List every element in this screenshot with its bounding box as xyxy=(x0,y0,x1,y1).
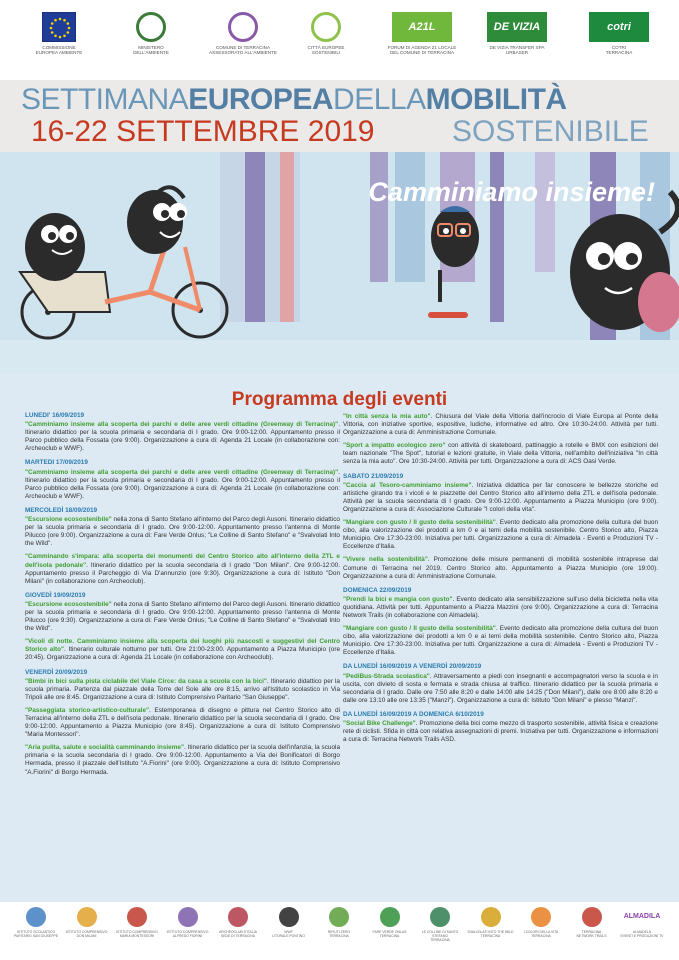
sponsor-logo xyxy=(465,907,517,938)
cotri-logo-icon: cotri xyxy=(589,12,649,42)
event-title: "Social Bike Challenge" xyxy=(343,720,416,727)
programme-event xyxy=(343,673,658,705)
sponsor-emblem-icon xyxy=(127,907,147,927)
sponsor-emblem-icon xyxy=(26,907,46,927)
sponsor-emblem-icon xyxy=(178,907,198,927)
sponsor-emblem-icon: ALMADILA xyxy=(623,913,661,920)
partner-logo-caption: COTRI TERRACINA xyxy=(605,45,633,56)
programme-event xyxy=(25,553,340,585)
italian-republic-emblem-icon xyxy=(136,12,166,42)
sponsor-logo xyxy=(616,907,668,938)
sponsor-emblem-icon xyxy=(582,907,602,927)
partner-logo-caption: COMUNE DI TERRACINA ASSESSORATO ALL'AMBIENTE xyxy=(209,45,277,56)
sponsor-caption: ISTITUTO SCOLASTICO PARITARIO SAN GIUSEPPE xyxy=(14,930,58,938)
event-title: "Camminiamo insieme alla scoperta dei parchi e delle aree verdi cittadine (Greenway di Terracina)" xyxy=(25,468,339,476)
programme-event xyxy=(25,469,340,501)
event-title: "Camminiamo insieme alla scoperta dei parchi e delle aree verdi cittadine (Greenway di Terracina)" xyxy=(25,421,339,429)
sponsor-emblem-icon xyxy=(329,907,349,927)
partner-logo xyxy=(287,12,365,56)
event-description: . Promozione della bici come mezzo di trasporto sostenibile, attività fisica e creazione rete di ciclisti. Sfida in città con relativa assegnazioni di premi. Iniziativa per tutti. Organizzazione e informazioni a cura di: Terracina Network Trails ASD. xyxy=(343,720,658,744)
sponsor-logo xyxy=(162,907,214,938)
event-title-sostenibile: SOSTENIBILE xyxy=(452,115,649,148)
event-title: "Vivere nella sostenibilità" xyxy=(343,556,428,564)
sponsor-caption: RIFIUTI ZERO TERRACINA xyxy=(327,930,351,938)
event-title: "PediBus-Strada scolastica" xyxy=(343,672,430,680)
programme-event xyxy=(25,707,340,739)
sponsor-emblem-icon xyxy=(430,907,450,927)
programme-event xyxy=(25,678,340,702)
programme-event xyxy=(25,601,340,633)
programme-left-column xyxy=(25,412,340,782)
partner-logo xyxy=(204,12,282,56)
event-title: "Escursione ecosostenibile" xyxy=(25,600,112,608)
event-title: "Passeggiata storico-artistico-culturale" xyxy=(25,706,150,714)
sponsor-logo xyxy=(10,907,62,938)
programme-day-heading: LUNEDI' 16/09/2019 xyxy=(25,412,85,419)
event-description: . Itinerario didattico per la scuola primaria e secondaria di I grado. Ore 9:00-12:00. Appuntamento presso il Parco pubblico della Fossata (ore 9:00). Organizzazione a cura di: Agenda 21 Locale (in collaborazione con: Archeoclub e WWF). xyxy=(25,468,340,500)
programme-day-heading: DA LUNEDÌ 16/09/2019 A DOMENICA 6/10/2019 xyxy=(343,710,484,718)
sponsor-emblem-icon xyxy=(481,907,501,927)
sponsor-caption: ISTITUTO COMPRENSIVO MARIA MONTESSORI xyxy=(116,930,158,938)
sponsor-caption: ISTITUTO COMPRENSIVO ALFREDO FIORINI xyxy=(166,930,209,938)
sponsor-caption: ALMADELA EVENTI E PRODUZIONI TV xyxy=(620,930,664,938)
sponsor-logo xyxy=(364,907,416,938)
partner-logo-caption: FORUM DI AGENDA 21 LOCALE DEL COMUNE DI TERRACINA xyxy=(387,45,457,56)
sponsor-logo xyxy=(263,907,315,938)
eu-flag-icon xyxy=(42,12,76,42)
programme-day-heading: MERCOLEDÌ 18/09/2019 xyxy=(25,506,98,514)
sponsor-emblem-icon xyxy=(279,907,299,927)
programme-title: Programma degli eventi xyxy=(231,389,448,410)
programme-day-heading: VENERDÌ 20/09/2019 xyxy=(25,668,88,676)
programme-event xyxy=(343,720,658,744)
sponsor-caption: I COLORI DELLA VITA TERRACINA xyxy=(523,930,559,938)
de-vizia-logo-icon: DE VIZIA xyxy=(487,12,547,42)
event-description: . Attraversamento a piedi con insegnanti e accompagnatori verso la scuola e in uscita, con divieto di sosta e fermata e strada chiusa al traffico. Itinerario didattico per la scuola primaria e secondaria di I grado. Dalle ore 7:50 alle 8:20 e dalle 14:00 alle 14:25 ("Don Milani"), dalle ore 8:00 alle 8:20 e dalle ore 13:10 alle ore 13:35 ("Manzi"). Organizzazione a cura di: Istituto "Don Milani" e plesso "Manzi". xyxy=(343,672,658,704)
sponsor-logo xyxy=(515,907,567,938)
programme-event xyxy=(343,556,658,580)
sponsor-caption: WWF LITORALE PONTINO xyxy=(272,930,305,938)
event-title: "Camminando s'impara: alla scoperta dei monumenti del Centro Storico alto all'interno della ZTL e dell'isola pedonale" xyxy=(25,553,340,569)
event-title: "Escursione ecosostenibile" xyxy=(25,516,112,524)
a21l-logo-icon: A21L xyxy=(392,12,452,42)
sponsor-caption: TERRACINA NETWORK TRAILS xyxy=(576,930,607,938)
event-title: "Vicoli di notte. Camminiamo insieme alla scoperta dei luoghi più nascosti e suggestivi del Centro Storico alto" xyxy=(25,638,340,654)
event-title: SETTIMANAEUROPEADELLAMOBILITÀ xyxy=(21,83,567,116)
event-description: . Evento dedicato alla promozione della cultura del buon cibo, alla valorizzazione dei prodotti a km 0 e ai temi della mobilità sostenibile. Centro Storico alto, Piazza Municipio. Ore 17:30-23:00. Iniziativa per tutti. Organizzazione a cura di: Almadela - Eventi e Produzioni TV - Eccellenze d'Italia. xyxy=(343,625,658,657)
programme-day-heading: DA LUNEDÌ 16/09/2019 A VENERDÌ 20/09/2019 xyxy=(343,663,482,671)
event-title: "In città senza la mia auto" xyxy=(343,413,431,420)
event-title: "Mangiare con gusto / Il gusto della sostenibilità" xyxy=(343,519,496,527)
sponsor-logo xyxy=(313,907,365,938)
programme-event xyxy=(343,413,658,437)
partner-logo-caption: DE VIZIA TRANSFER SPA URBASER xyxy=(489,45,545,56)
sponsor-logo xyxy=(212,907,264,938)
event-title: "Aria pulita, salute e socialità camminando insieme" xyxy=(25,744,184,752)
sponsor-logo xyxy=(566,907,618,938)
sponsor-emblem-icon xyxy=(380,907,400,927)
event-description: . Evento dedicato alla promozione della cultura del buon cibo, alla valorizzazione dei prodotti a km 0 e ai temi della mobilità sostenibile. Centro Storico alto, Piazza Municipio. Ore 17:30-23:00. Iniziativa per tutti. Organizzazione a cura di: Almadela - Eventi e Produzioni TV - Eccellenze d'Italia. xyxy=(343,519,658,551)
partner-logo-caption: CITTÀ EUROPEE SOSTENIBILI xyxy=(307,45,345,56)
programme-event xyxy=(343,596,658,620)
event-description: con attività di skateboard, pattinaggio a rotelle e BMX con esibizioni del team nazionale "The Spot", tutorial e lezioni gratuite, in Viale della Vittoria, nell'ambito dell'iniziativa "In città senza la mia auto". Ore 10:30-24:00. Attività per tutti. Organizzazione a cura di: ACS Oasi Verde. xyxy=(343,442,658,466)
programme-event xyxy=(25,744,340,776)
event-description: . Iniziativa didattica per far conoscere le bellezze storiche ed artistiche girando tra i vicoli e le piazzette del Centro Storico alto all'interno della ZTL e dell'isola pedonale. Attività per la scuola secondaria di I grado. Ore 9:00-12:00. Appuntamento a Piazza Municipio (ore 9:00). Organizzazione a cura di: Associazione Culturale "I colori della vita". xyxy=(343,481,658,513)
event-description: . Chiusura del Viale della Vittoria dall'incrocio di Viale Europa al Ponte della Vittoria, con iniziative sportive, espositive, ludiche, informative ed altro. Ore 10:30-24:00. Attività per tutti. Organizzazione a cura di: Amministrazione Comunale. xyxy=(343,413,658,437)
event-description: . Itinerario didattico per la scuola primaria. Partenza dal piazzale della Torre del Sole alle ore 8:15, arrivo all'Istituto scolastico in Via Tripoli alle ore 8:45. Organizzazione a cura di: Istituto Comprensivo Paritario "San Giuseppe". xyxy=(25,677,340,701)
citta-europee-sostenibili-icon xyxy=(311,12,341,42)
sponsor-caption: SVALVOLATI INTO THE WILD TERRACINA xyxy=(467,930,514,938)
programme-day-heading: DOMENICA 22/09/2019 xyxy=(343,586,412,594)
event-description: . Estemporanea di disegno e pittura nel Centro Storico alto di Terracina all'interno della ZTL e dell'isola pedonale. Itinerario didattico per la scuola secondaria di I grado. Ore 9:00-12:00. Appuntamento a Piazza Municipio (ore 8:45). Organizzazione a cura di: Istituto Comprensivo "Maria Montessori". xyxy=(25,706,340,739)
event-title: "Caccia al Tesoro-camminiamo insieme" xyxy=(343,481,472,489)
programme-day-heading: SABATO 21/09/2019 xyxy=(343,472,404,480)
programme-event xyxy=(25,638,340,662)
sponsor-logo xyxy=(111,907,163,938)
event-description: . Evento dedicato alla sensibilizzazione sull'uso della bicicletta nella vita quotidiana. Attività per tutti. Appuntamento a Piazza Mazzini (ore 9:00). Organizzazione a cura di: Terracina Network Trails (in collaborazione con Almadela). xyxy=(343,595,658,619)
partner-logo xyxy=(112,12,190,56)
programme-day-heading: MARTEDI 17/09/2019 xyxy=(25,459,88,467)
event-title: "Sport a impatto ecologico zero" xyxy=(343,442,446,450)
event-title: "Bimbi in bici sulla pista ciclabile del Viale Circe: da casa a scuola con la bici" xyxy=(25,677,267,685)
sponsor-logo xyxy=(61,907,113,938)
event-title: "Prendi la bici e mangia con gusto" xyxy=(343,595,453,603)
programme-right-column xyxy=(343,412,658,749)
event-dates: 16-22 SETTEMBRE 2019 xyxy=(31,115,375,148)
programme-event xyxy=(343,482,658,514)
event-description: . Itinerario didattico per la scuola primaria e secondaria di I grado. Ore 9:00-12:00. Appuntamento presso il Parco pubblico della Fossata (ore 9:00). Organizzazione a cura di: Agenda 21 Locale (in collaborazione con: Archeoclub e WWF). xyxy=(25,421,340,453)
event-description: nella zona di Santo Stefano all'interno del Parco degli Ausoni. Itinerario didattico per la scuola primaria e secondaria di I grado. Ore 9:00-12:00. Appuntamento presso l'antenna di Monte Pilucco (ore 9:00). Organizzazione a cura di: Fare Verde Onlus; "Le Colline di Santo Stefano" e "Svalvolati Into the Wild". xyxy=(25,516,340,548)
sponsor-caption: LE COLLINE DI SANTO STEFANO TERRACINA xyxy=(421,930,459,942)
programme-event xyxy=(25,516,340,548)
slogan: Camminiamo insieme! xyxy=(368,177,655,207)
event-description: . Itinerario culturale notturno per tutti. Ore 21:00-23:00. Appuntamento a Piazza Municipio (ore 20:45). Organizzazione a cura di: Agenda 21 Locale (in collaborazione con Archeoclub). xyxy=(25,646,341,662)
partner-logo-caption: MINISTERO DELL'AMBIENTE xyxy=(133,45,169,56)
partner-logo xyxy=(383,12,461,56)
programme-event xyxy=(343,519,658,551)
sponsor-caption: ISTITUTO COMPRENSIVO DON MILANI xyxy=(65,930,108,938)
programme-event xyxy=(25,421,340,453)
sponsor-emblem-icon xyxy=(531,907,551,927)
programme-event xyxy=(343,442,658,466)
sponsor-caption: FARE VERDE ONLUS TERRACINA xyxy=(372,930,407,938)
sponsor-emblem-icon xyxy=(228,907,248,927)
event-description: . Itinerario didattico per la scuola dell'infanzia, la scuola primaria e la scuola secondaria di I grado. Ore 9:00-12:00. Appuntamento a Via dei Bonificatori di Borgo Hermada, presso il piazzale dell'Istituto "A.Fiorini" (ore 9:00). Organizzazione a cura di: Istituto Comprensivo "A.Fiorini" di Borgo Hermada. xyxy=(25,744,340,776)
event-description: . Itinerario didattico per la scuola secondaria di I grado "Don Milani". Ore 9:00-12:00. Appuntamento presso il Parcheggio di Via D'annunzio (ore 9:30). Organizzazione a cura di: Istituto "Don Milani" (in collaborazione con Archeoclub). xyxy=(25,561,341,585)
sponsor-emblem-icon xyxy=(77,907,97,927)
partner-logo xyxy=(478,12,556,56)
partner-logo-caption: COMMISSIONE EUROPEA AMBIENTE xyxy=(35,45,83,56)
event-title: "Mangiare con gusto / Il gusto della sostenibilità" xyxy=(343,625,496,633)
programme-day-heading: GIOVEDÌ 19/09/2019 xyxy=(25,591,86,599)
sponsor-logo xyxy=(414,907,466,942)
sponsor-caption: ARCHEOCLUB D'ITALIA SEDE DI TERRACINA xyxy=(219,930,257,938)
partner-logo xyxy=(20,12,98,56)
event-description: nella zona di Santo Stefano all'interno del Parco degli Ausoni. Itinerario didattico per la scuola primaria e secondaria di I grado. Ore 9:00-12:00. Appuntamento presso l'antenna di Monte Pilucco (ore 9:30). Organizzazione a cura di: Fare Verde Onlus; "Le Colline di Santo Stefano" e "Svalvolati Into the Wild". xyxy=(25,600,340,633)
event-description: . Promozione delle misure permanenti di mobilità sostenibile intraprese dal Comune di Terracina nel 2019. Centro Storico alto. Appuntamento a Piazza Municipio (ore 19:00). Organizzazione a cura di: Amministrazione Comunale. xyxy=(343,556,658,580)
programme-event xyxy=(343,625,658,657)
partner-logo xyxy=(580,12,658,56)
terracina-coat-of-arms-icon xyxy=(228,12,258,42)
